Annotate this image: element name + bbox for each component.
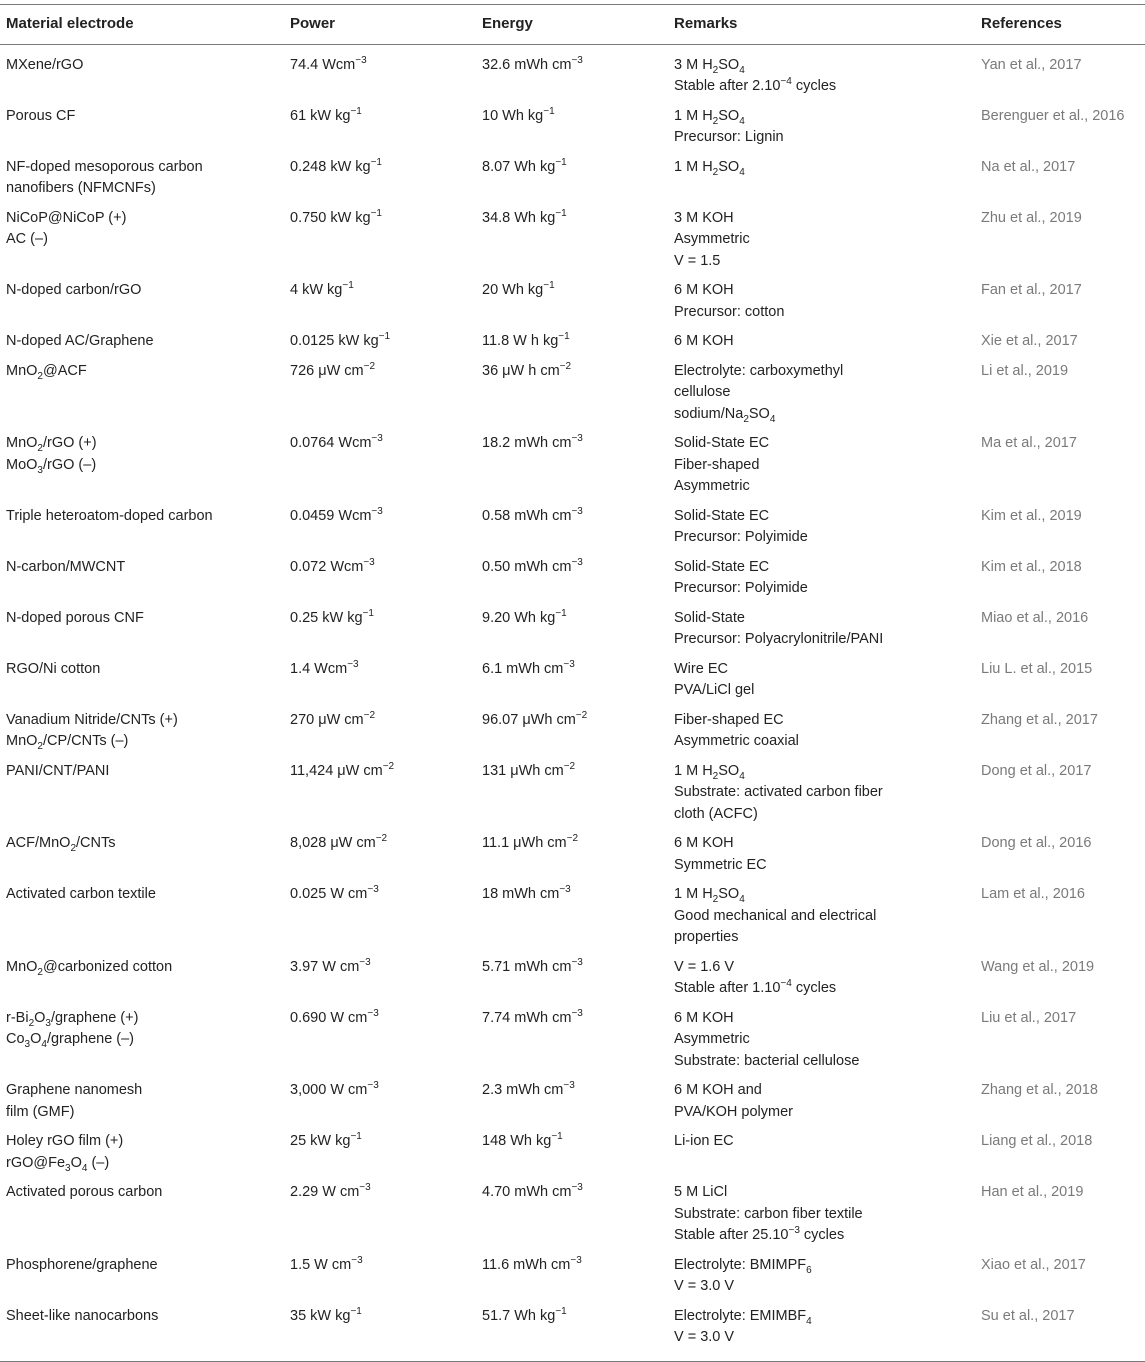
reference-cell: Miao et al., 2016 [981, 609, 1089, 626]
power-cell: 25 kW $kg^{-1}$ [290, 1131, 362, 1149]
energy-cell: 5.71 mWh $cm^{-3}$ [482, 956, 583, 975]
power-cell: 4 kW $kg^{-1}$ [290, 280, 354, 298]
material-cell [0, 1302, 284, 1362]
material-cell-line: $rGO@Fe_3O_4$ (–) [6, 1154, 110, 1174]
material-cell [0, 880, 284, 953]
material-cell-line: Holey rGO film (+) [6, 1133, 124, 1149]
remarks-cell-line: Substrate: activated carbon fiber [674, 784, 883, 800]
remarks-cell-line: Precursor: Polyimide [674, 580, 808, 596]
reference-cell: Ma et al., 2017 [981, 435, 1077, 451]
reference-cell: Na et al., 2017 [981, 158, 1076, 175]
table-row [0, 757, 1145, 830]
energy-cell: 51.7 Wh $kg^{-1}$ [482, 1305, 567, 1324]
material-cell-line: Activated carbon textile [6, 886, 156, 902]
material-cell-line: ACF/MnO$_2$/CNTs [6, 835, 116, 854]
reference-cell: Fan et al., 2017 [981, 282, 1082, 298]
table-row [0, 153, 1145, 204]
table-header [0, 5, 1145, 45]
material-cell-line: Phosphorene/graphene [6, 1256, 158, 1273]
power-cell: 0.0459 Wcm$^{-3}$ [290, 505, 383, 524]
remarks-cell-line: 6 M KOH [674, 1009, 734, 1026]
table-row [0, 276, 1145, 327]
remarks-cell-line: cellulose [674, 384, 731, 400]
material-cell-line: MnO$_2$/CP/CNTs (–) [6, 733, 129, 752]
material-cell-line: Activated porous carbon [6, 1184, 163, 1200]
energy-cell: 10 Wh $kg^{-1}$ [482, 105, 555, 124]
remarks-cell-line: V = 1.6 V [674, 958, 735, 975]
material-cell-line: film (GMF) [6, 1103, 75, 1120]
remarks-cell-line: sodium/$Na_2SO_4$ [674, 405, 776, 425]
table-row [0, 1251, 1145, 1302]
remarks-cell [668, 1251, 975, 1302]
table-row [0, 1127, 1145, 1178]
remarks-cell-line: Li-ion EC [674, 1133, 734, 1149]
remarks-cell-line: 1 M $H_2SO_4$ [674, 158, 745, 178]
remarks-cell [668, 953, 975, 1004]
material-cell [0, 604, 284, 655]
header-energy: Energy [482, 15, 533, 32]
energy-cell: 6.1 mWh $cm^{-3}$ [482, 658, 575, 677]
remarks-cell-line: 6 M KOH [674, 333, 734, 349]
material-cell-line: $Co_3O_4$/graphene (–) [6, 1031, 135, 1050]
remarks-cell [668, 553, 975, 604]
remarks-cell [668, 204, 975, 277]
remarks-cell-line: Solid-State EC [674, 558, 770, 575]
material-cell-line: Graphene nanomesh [6, 1082, 143, 1098]
power-cell: 3.97 W $cm^{-3}$ [290, 956, 371, 975]
power-cell: 1.4 Wcm$^{-3}$ [290, 658, 359, 677]
power-cell: 0.0125 kW $kg^{-1}$ [290, 331, 391, 349]
material-cell [0, 953, 284, 1004]
material-cell [0, 429, 284, 502]
energy-cell: 20 Wh $kg^{-1}$ [482, 280, 555, 298]
material-cell [0, 102, 284, 153]
table-row [0, 880, 1145, 953]
energy-cell: 148 Wh $kg^{-1}$ [482, 1131, 563, 1149]
material-cell-line: nanofibers (NFMCNFs) [6, 180, 156, 196]
energy-cell: 0.50 mWh $cm^{-3}$ [482, 556, 583, 575]
table-row [0, 829, 1145, 880]
reference-cell: Su et al., 2017 [981, 1307, 1075, 1324]
power-cell: 1.5 W $cm^{-3}$ [290, 1254, 363, 1273]
material-cell-line: PANI/CNT/PANI [6, 762, 110, 779]
energy-cell: 18.2 mWh $cm^{-3}$ [482, 433, 583, 451]
energy-cell: 96.07 μWh $cm^{-2}$ [482, 709, 588, 728]
energy-cell: 131 μWh $cm^{-2}$ [482, 760, 576, 779]
remarks-cell-line: V = 3.0 V [674, 1329, 735, 1345]
material-cell [0, 1251, 284, 1302]
remarks-cell-line: 3 M KOH [674, 209, 734, 226]
remarks-cell [668, 757, 975, 830]
header-references: References [981, 15, 1062, 32]
table-row [0, 357, 1145, 430]
table-row [0, 327, 1145, 357]
material-cell [0, 502, 284, 553]
table-row [0, 44, 1145, 102]
reference-cell: Kim et al., 2019 [981, 507, 1082, 524]
power-cell: 2.29 W $cm^{-3}$ [290, 1182, 371, 1200]
reference-cell: Xie et al., 2017 [981, 333, 1078, 349]
remarks-cell-line: Stable after $2.10^{-4}$ cycles [674, 76, 837, 94]
material-cell-line: Porous CF [6, 107, 76, 124]
material-cell [0, 276, 284, 327]
remarks-cell-line: Precursor: Polyacrylonitrile/PANI [674, 631, 884, 647]
remarks-cell-line: Precursor: Polyimide [674, 529, 808, 545]
material-cell-line: Triple heteroatom-doped carbon [6, 507, 213, 524]
remarks-cell-line: Symmetric EC [674, 856, 767, 873]
remarks-cell-line: V = 1.5 [674, 252, 721, 269]
material-cell-line: N-doped AC/Graphene [6, 333, 154, 349]
remarks-cell-line: Solid-State [674, 609, 745, 626]
power-cell: 0.072 Wcm$^{-3}$ [290, 556, 375, 575]
remarks-cell [668, 1127, 975, 1178]
remarks-cell-line: Precursor: Lignin [674, 129, 784, 145]
power-cell: 35 kW $kg^{-1}$ [290, 1305, 362, 1324]
power-cell: 0.690 W $cm^{-3}$ [290, 1007, 379, 1026]
remarks-cell-line: cloth (ACFC) [674, 805, 758, 822]
table-row [0, 604, 1145, 655]
energy-cell: 8.07 Wh $kg^{-1}$ [482, 156, 567, 175]
remarks-cell-line: properties [674, 929, 739, 945]
remarks-cell-line: Stable after $1.10^{-4}$ cycles [674, 978, 837, 996]
remarks-cell-line: Good mechanical and electrical [674, 907, 877, 924]
table-row [0, 1302, 1145, 1362]
material-cell [0, 204, 284, 277]
material-cell [0, 44, 284, 102]
header-power: Power [290, 15, 336, 32]
material-cell [0, 829, 284, 880]
table-row [0, 953, 1145, 1004]
power-cell: 0.0764 Wcm$^{-3}$ [290, 433, 383, 451]
energy-cell: 0.58 mWh $cm^{-3}$ [482, 505, 583, 524]
remarks-cell-line: 6 M KOH [674, 835, 734, 851]
remarks-cell-line: Fiber-shaped [674, 456, 760, 473]
material-cell-line: N-doped carbon/rGO [6, 282, 142, 298]
energy-cell: 2.3 mWh $cm^{-3}$ [482, 1080, 575, 1098]
remarks-cell [668, 102, 975, 153]
remarks-cell-line: Wire EC [674, 660, 728, 677]
remarks-cell [668, 357, 975, 430]
remarks-cell [668, 1178, 975, 1251]
remarks-cell-line: V = 3.0 V [674, 1278, 735, 1294]
remarks-cell [668, 44, 975, 102]
remarks-cell [668, 327, 975, 357]
table-row [0, 204, 1145, 277]
reference-cell: Liang et al., 2018 [981, 1133, 1093, 1149]
power-cell: 11,424 μW $cm^{-2}$ [290, 760, 395, 779]
material-cell-line: MXene/rGO [6, 56, 84, 73]
reference-cell: Zhang et al., 2017 [981, 711, 1098, 728]
remarks-cell-line: Stable after $25.10^{-3}$ cycles [674, 1225, 845, 1243]
energy-cell: 9.20 Wh $kg^{-1}$ [482, 607, 567, 626]
reference-cell: Berenguer et al., 2016 [981, 107, 1125, 124]
material-cell-line: Sheet-like nanocarbons [6, 1307, 159, 1324]
energy-cell: 32.6 mWh $cm^{-3}$ [482, 54, 583, 73]
remarks-cell-line: 6 M KOH and [674, 1082, 762, 1098]
header-material: Material electrode [6, 15, 134, 32]
remarks-cell [668, 829, 975, 880]
material-cell-line: MnO$_2$/rGO (+) [6, 435, 97, 454]
remarks-cell [668, 604, 975, 655]
remarks-cell-line: 3 M $H_2SO_4$ [674, 56, 745, 76]
reference-cell: Xiao et al., 2017 [981, 1256, 1086, 1273]
power-cell: 8,028 μW $cm^{-2}$ [290, 833, 388, 851]
material-cell-line: NiCoP@NiCoP (+) [6, 209, 127, 226]
table-row [0, 502, 1145, 553]
reference-cell: Lam et al., 2016 [981, 886, 1085, 902]
table-row [0, 1004, 1145, 1077]
material-cell [0, 553, 284, 604]
energy-cell: 7.74 mWh $cm^{-3}$ [482, 1007, 583, 1026]
material-cell-line: NF-doped mesoporous carbon [6, 158, 203, 175]
material-cell-line: MnO$_2$@carbonized cotton [6, 958, 173, 978]
table-row [0, 706, 1145, 757]
reference-cell: Liu L. et al., 2015 [981, 660, 1093, 677]
material-cell-line: N-carbon/MWCNT [6, 558, 126, 575]
remarks-cell-line: Asymmetric [674, 231, 750, 247]
material-cell-line: MoO$_3$/rGO (–) [6, 456, 97, 476]
remarks-cell [668, 276, 975, 327]
table-body [0, 44, 1145, 1361]
power-cell: 726 μW $cm^{-2}$ [290, 360, 376, 379]
remarks-cell [668, 655, 975, 706]
energy-cell: 11.6 mWh $cm^{-3}$ [482, 1254, 582, 1273]
power-cell: 0.025 W $cm^{-3}$ [290, 884, 379, 902]
remarks-cell-line: Asymmetric [674, 478, 750, 494]
material-cell [0, 1004, 284, 1077]
power-cell: 0.25 kW $kg^{-1}$ [290, 607, 374, 626]
header-row [0, 5, 1145, 45]
reference-cell: Liu et al., 2017 [981, 1009, 1077, 1026]
reference-cell: Dong et al., 2016 [981, 835, 1092, 851]
material-cell [0, 706, 284, 757]
reference-cell: Zhu et al., 2019 [981, 209, 1082, 226]
material-cell-line: MnO$_2$@ACF [6, 362, 87, 382]
material-cell [0, 327, 284, 357]
remarks-cell-line: Substrate: carbon fiber textile [674, 1205, 863, 1222]
remarks-cell-line: Solid-State EC [674, 435, 770, 451]
material-cell-line: N-doped porous CNF [6, 609, 144, 626]
remarks-cell [668, 153, 975, 204]
reference-cell: Dong et al., 2017 [981, 762, 1092, 779]
remarks-cell-line: 5 M LiCl [674, 1184, 728, 1200]
remarks-cell-line: PVA/LiCl gel [674, 682, 755, 698]
remarks-cell-line: Electrolyte: $EMIMBF_4$ [674, 1307, 812, 1327]
table-row [0, 1076, 1145, 1127]
remarks-cell-line: 1 M $H_2SO_4$ [674, 886, 745, 905]
electrode-performance-table [0, 4, 1145, 1362]
remarks-cell-line: Electrolyte: carboxymethyl [674, 362, 844, 379]
remarks-cell-line: Substrate: bacterial cellulose [674, 1052, 860, 1069]
electrode-table-container [0, 4, 1145, 1362]
remarks-cell-line: PVA/KOH polymer [674, 1103, 793, 1120]
power-cell: 74.4 Wcm$^{-3}$ [290, 54, 367, 73]
remarks-cell-line: Electrolyte: $BMIMPF_6$ [674, 1256, 812, 1276]
reference-cell: Li et al., 2019 [981, 362, 1069, 379]
remarks-cell-line: Precursor: cotton [674, 303, 785, 320]
power-cell: 0.750 kW $kg^{-1}$ [290, 207, 382, 226]
remarks-cell [668, 706, 975, 757]
material-cell [0, 1076, 284, 1127]
power-cell: 0.248 kW $kg^{-1}$ [290, 156, 382, 175]
reference-cell: Kim et al., 2018 [981, 558, 1082, 575]
remarks-cell-line: 6 M KOH [674, 282, 734, 298]
material-cell-line: $r-Bi_2O_3$/graphene (+) [6, 1009, 139, 1029]
material-cell-line: AC (–) [6, 231, 48, 247]
remarks-cell-line: Fiber-shaped EC [674, 711, 784, 728]
remarks-cell-line: Asymmetric coaxial [674, 733, 799, 749]
material-cell-line: Vanadium Nitride/CNTs (+) [6, 711, 178, 728]
material-cell [0, 757, 284, 830]
remarks-cell-line: Asymmetric [674, 1031, 750, 1047]
table-row [0, 102, 1145, 153]
reference-cell: Han et al., 2019 [981, 1184, 1084, 1200]
remarks-cell-line: Solid-State EC [674, 507, 770, 524]
header-remarks: Remarks [674, 15, 738, 32]
power-cell: 61 kW $kg^{-1}$ [290, 105, 362, 124]
material-cell [0, 1127, 284, 1178]
material-cell [0, 655, 284, 706]
remarks-cell [668, 1004, 975, 1077]
table-row [0, 553, 1145, 604]
power-cell: 270 μW $cm^{-2}$ [290, 709, 376, 728]
material-cell [0, 1178, 284, 1251]
table-row [0, 655, 1145, 706]
table-row [0, 429, 1145, 502]
energy-cell: 11.8 W h $kg^{-1}$ [482, 331, 570, 349]
remarks-cell [668, 1302, 975, 1362]
remarks-cell [668, 880, 975, 953]
reference-cell: Wang et al., 2019 [981, 958, 1095, 975]
table-row [0, 1178, 1145, 1251]
energy-cell: 4.70 mWh $cm^{-3}$ [482, 1182, 583, 1200]
remarks-cell [668, 429, 975, 502]
energy-cell: 11.1 μWh $cm^{-2}$ [482, 833, 579, 851]
material-cell [0, 153, 284, 204]
reference-cell: Yan et al., 2017 [981, 56, 1082, 73]
reference-cell: Zhang et al., 2018 [981, 1082, 1098, 1098]
remarks-cell [668, 1076, 975, 1127]
energy-cell: 36 μW h $cm^{-2}$ [482, 360, 572, 379]
material-cell-line: RGO/Ni cotton [6, 660, 101, 677]
power-cell: 3,000 W $cm^{-3}$ [290, 1080, 379, 1098]
energy-cell: 34.8 Wh $kg^{-1}$ [482, 207, 567, 226]
energy-cell: 18 mWh $cm^{-3}$ [482, 884, 571, 902]
remarks-cell-line: 1 M $H_2SO_4$ [674, 762, 745, 782]
material-cell [0, 357, 284, 430]
remarks-cell-line: 1 M $H_2SO_4$ [674, 107, 745, 127]
remarks-cell [668, 502, 975, 553]
